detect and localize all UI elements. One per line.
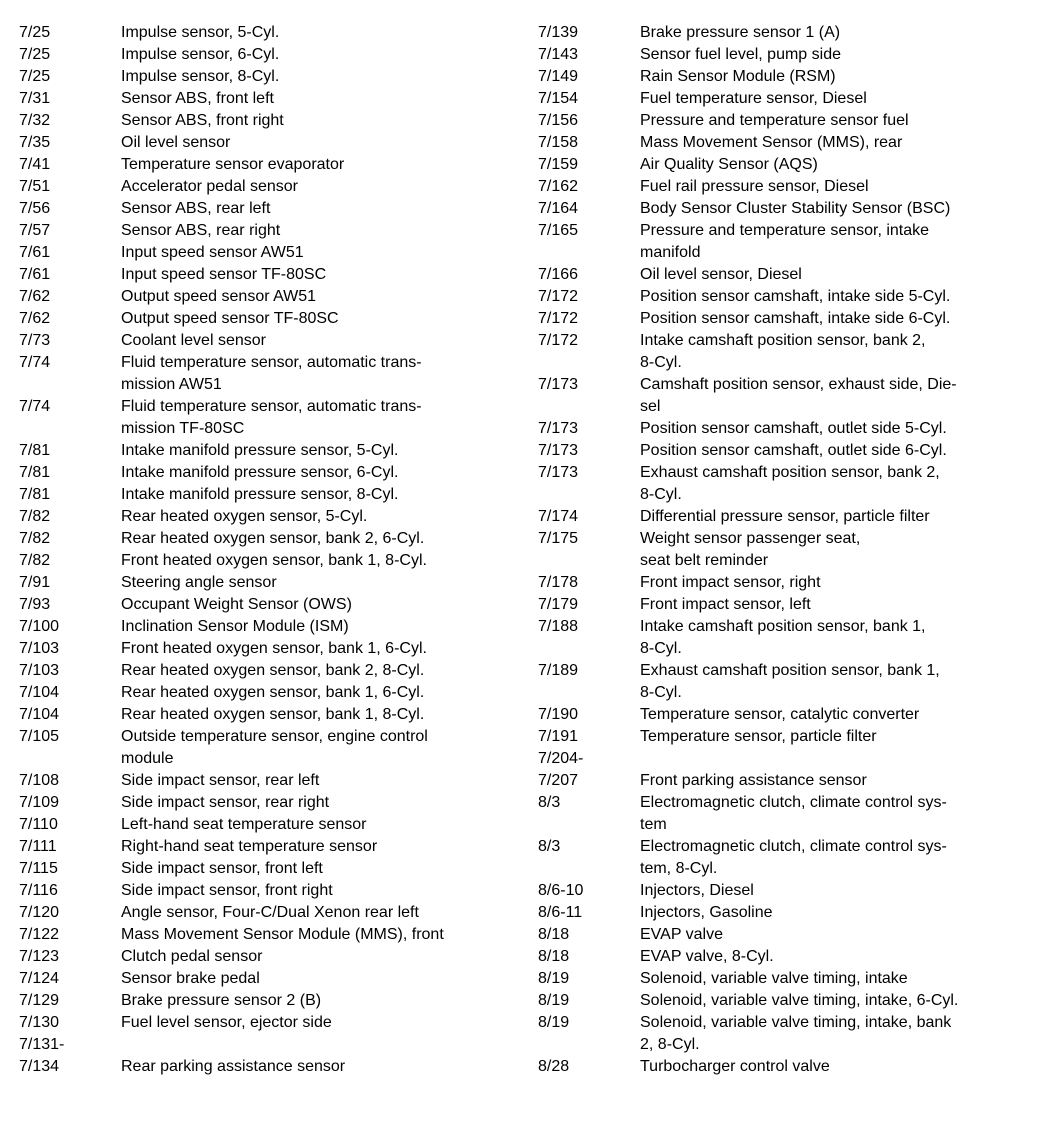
component-entry [19, 220, 509, 242]
component-description: Sensor fuel level, pump side [640, 46, 841, 63]
component-code: 7/172 [538, 288, 579, 305]
component-code: 7/115 [19, 860, 58, 877]
component-description: Side impact sensor, rear right [121, 794, 330, 811]
component-code: 7/104 [19, 684, 60, 701]
component-entry [19, 638, 509, 660]
component-description: Injectors, Gasoline [640, 904, 773, 921]
component-entry [19, 352, 509, 396]
component-entry [538, 132, 1038, 154]
component-description: Intake manifold pressure sensor, 5-Cyl. [121, 442, 399, 459]
component-code: 7/100 [19, 618, 60, 635]
component-description: Solenoid, variable valve timing, intake, 6-Cyl. [640, 992, 959, 1009]
left-column [19, 22, 509, 1078]
component-entry [19, 572, 509, 594]
component-code: 7/62 [19, 310, 51, 327]
component-code: 7/190 [538, 706, 579, 723]
component-description: Position sensor camshaft, intake side 6-Cyl. [640, 310, 951, 327]
component-description: Front heated oxygen sensor, bank 1, 6-Cyl. [121, 640, 427, 657]
component-entry [538, 594, 1038, 616]
component-description: Brake pressure sensor 1 (A) [640, 24, 841, 41]
component-entry [19, 946, 509, 968]
component-code: 7/82 [19, 508, 51, 525]
component-description: Fluid temperature sensor, automatic trans- mission TF-80SC [121, 398, 422, 437]
component-description: Fuel temperature sensor, Diesel [640, 90, 867, 107]
component-entry [19, 176, 509, 198]
component-description: Front parking assistance sensor [640, 772, 867, 789]
component-description: Impulse sensor, 6-Cyl. [121, 46, 280, 63]
component-description: Impulse sensor, 5-Cyl. [121, 24, 280, 41]
component-code: 7/62 [19, 288, 51, 305]
component-code: 7/156 [538, 112, 579, 129]
component-entry [19, 484, 509, 506]
component-entry [538, 748, 1038, 792]
component-description: Camshaft position sensor, exhaust side, Die- sel [640, 376, 957, 415]
component-description: Body Sensor Cluster Stability Sensor (BSC) [640, 200, 951, 217]
component-entry [19, 286, 509, 308]
component-description: Angle sensor, Four-C/Dual Xenon rear left [121, 904, 419, 921]
component-entry [19, 968, 509, 990]
component-entry [538, 418, 1038, 440]
component-entry [19, 88, 509, 110]
component-entry [19, 726, 509, 770]
component-entry [19, 330, 509, 352]
component-code: 7/189 [538, 662, 579, 679]
component-code: 7/57 [19, 222, 51, 239]
component-description: Steering angle sensor [121, 574, 277, 591]
component-description: Output speed sensor TF-80SC [121, 310, 339, 327]
component-code: 7/111 [19, 838, 57, 855]
component-description: Intake camshaft position sensor, bank 2, 8-Cyl. [640, 332, 926, 371]
component-code: 7/173 [538, 376, 579, 393]
component-code: 7/139 [538, 24, 579, 41]
component-code: 7/32 [19, 112, 51, 129]
component-code: 7/191 [538, 728, 579, 745]
component-code: 7/103 [19, 640, 60, 657]
component-entry [19, 440, 509, 462]
component-description: Sensor brake pedal [121, 970, 260, 987]
component-entry [19, 308, 509, 330]
component-description: Position sensor camshaft, outlet side 5-Cyl. [640, 420, 947, 437]
component-entry [19, 902, 509, 924]
component-code: 7/173 [538, 442, 579, 459]
component-description: Solenoid, variable valve timing, intake, bank 2, 8-Cyl. [640, 1014, 952, 1053]
component-entry [19, 528, 509, 550]
component-entry [19, 990, 509, 1012]
component-description: Temperature sensor, catalytic converter [640, 706, 920, 723]
component-description: EVAP valve [640, 926, 724, 943]
component-code: 7/25 [19, 46, 51, 63]
component-entry [538, 946, 1038, 968]
component-description: Injectors, Diesel [640, 882, 754, 899]
component-description: Electromagnetic clutch, climate control sys- tem [640, 794, 947, 833]
component-description: Position sensor camshaft, outlet side 6-Cyl. [640, 442, 947, 459]
component-code: 7/122 [19, 926, 60, 943]
component-code: 7/61 [19, 266, 51, 283]
component-code: 7/81 [19, 464, 51, 481]
component-description: Coolant level sensor [121, 332, 266, 349]
component-entry [538, 792, 1038, 836]
component-entry [538, 330, 1038, 374]
component-entry [538, 198, 1038, 220]
component-description: Temperature sensor evaporator [121, 156, 345, 173]
component-description: Mass Movement Sensor Module (MMS), front [121, 926, 444, 943]
component-description: Fuel rail pressure sensor, Diesel [640, 178, 869, 195]
component-description: Front heated oxygen sensor, bank 1, 8-Cyl. [121, 552, 427, 569]
component-description: Left-hand seat temperature sensor [121, 816, 367, 833]
component-description: Right-hand seat temperature sensor [121, 838, 378, 855]
component-entry [19, 462, 509, 484]
component-entry [538, 616, 1038, 660]
component-code: 7/129 [19, 992, 60, 1009]
component-entry [538, 726, 1038, 748]
component-entry [19, 1012, 509, 1034]
component-entry [538, 220, 1038, 264]
component-code: 7/82 [19, 530, 51, 547]
component-code: 7/166 [538, 266, 579, 283]
component-entry [538, 88, 1038, 110]
component-entry [538, 110, 1038, 132]
component-code: 8/19 [538, 992, 570, 1009]
component-description: Intake manifold pressure sensor, 8-Cyl. [121, 486, 399, 503]
component-entry [19, 660, 509, 682]
component-code: 7/204- 7/207 [538, 750, 584, 789]
component-description: Sensor ABS, front right [121, 112, 284, 129]
component-entry [19, 198, 509, 220]
component-entry [19, 770, 509, 792]
component-code: 8/19 [538, 970, 570, 987]
component-description: Rear heated oxygen sensor, bank 1, 6-Cyl. [121, 684, 425, 701]
component-code: 7/74 [19, 354, 51, 371]
component-code: 7/51 [19, 178, 51, 195]
component-description: Intake manifold pressure sensor, 6-Cyl. [121, 464, 399, 481]
component-code: 7/81 [19, 442, 51, 459]
component-entry [538, 836, 1038, 880]
component-entry [19, 616, 509, 638]
component-entry [538, 286, 1038, 308]
component-entry [19, 704, 509, 726]
component-code: 7/158 [538, 134, 579, 151]
component-entry [19, 550, 509, 572]
component-code: 7/172 [538, 310, 579, 327]
component-description: Clutch pedal sensor [121, 948, 263, 965]
component-entry [538, 968, 1038, 990]
component-description: Rear heated oxygen sensor, bank 2, 8-Cyl. [121, 662, 425, 679]
component-entry [19, 814, 509, 836]
component-description: Rear heated oxygen sensor, 5-Cyl. [121, 508, 368, 525]
component-description: Intake camshaft position sensor, bank 1, 8-Cyl. [640, 618, 926, 657]
component-code: 7/91 [19, 574, 51, 591]
component-entry [538, 990, 1038, 1012]
component-entry [19, 880, 509, 902]
component-description: Electromagnetic clutch, climate control sys- tem, 8-Cyl. [640, 838, 947, 877]
component-description: Fuel level sensor, ejector side [121, 1014, 332, 1031]
component-entry [538, 154, 1038, 176]
component-entry [19, 1034, 509, 1078]
component-description: Weight sensor passenger seat, seat belt reminder [640, 530, 861, 569]
component-code: 7/110 [19, 816, 58, 833]
component-description: Exhaust camshaft position sensor, bank 2, 8-Cyl. [640, 464, 940, 503]
right-column [538, 22, 1038, 1078]
component-code: 7/41 [19, 156, 51, 173]
component-code: 7/81 [19, 486, 51, 503]
component-entry [19, 858, 509, 880]
component-code: 7/149 [538, 68, 579, 85]
component-description: Exhaust camshaft position sensor, bank 1, 8-Cyl. [640, 662, 940, 701]
component-description: Differential pressure sensor, particle filter [640, 508, 930, 525]
component-code: 8/19 [538, 1014, 570, 1031]
component-code: 7/165 [538, 222, 579, 239]
component-code: 7/130 [19, 1014, 60, 1031]
component-code: 7/105 [19, 728, 60, 745]
component-code: 7/74 [19, 398, 51, 415]
component-code: 8/3 [538, 838, 561, 855]
component-code: 7/116 [19, 882, 58, 899]
component-description: Pressure and temperature sensor, intake manifold [640, 222, 930, 261]
component-entry [538, 374, 1038, 418]
component-entry [538, 66, 1038, 88]
component-code: 8/6-11 [538, 904, 583, 921]
component-entry [19, 594, 509, 616]
component-description: Side impact sensor, front left [121, 860, 323, 877]
component-code: 8/3 [538, 794, 561, 811]
component-description: Impulse sensor, 8-Cyl. [121, 68, 280, 85]
component-entry [19, 506, 509, 528]
component-description: Output speed sensor AW51 [121, 288, 317, 305]
component-entry [538, 902, 1038, 924]
component-code: 7/73 [19, 332, 51, 349]
component-description: Rear heated oxygen sensor, bank 2, 6-Cyl. [121, 530, 425, 547]
component-code: 7/31 [19, 90, 51, 107]
component-description: Side impact sensor, front right [121, 882, 333, 899]
component-description: Turbocharger control valve [640, 1058, 830, 1075]
component-entry [538, 176, 1038, 198]
component-description: Inclination Sensor Module (ISM) [121, 618, 349, 635]
component-entry [19, 110, 509, 132]
component-code: 7/162 [538, 178, 579, 195]
component-code: 7/173 [538, 420, 579, 437]
component-entry [538, 1056, 1038, 1078]
component-code: 7/174 [538, 508, 579, 525]
component-code: 7/109 [19, 794, 60, 811]
component-description: Position sensor camshaft, intake side 5-Cyl. [640, 288, 951, 305]
component-description: Accelerator pedal sensor [121, 178, 298, 195]
component-entry [19, 836, 509, 858]
component-code: 7/25 [19, 24, 51, 41]
component-description: Temperature sensor, particle filter [640, 728, 877, 745]
component-description: Fluid temperature sensor, automatic trans- mission AW51 [121, 354, 422, 393]
component-entry [19, 22, 509, 44]
component-code: 7/25 [19, 68, 51, 85]
component-description: Sensor ABS, rear left [121, 200, 271, 217]
component-description: Input speed sensor AW51 [121, 244, 304, 261]
component-entry [19, 242, 509, 264]
component-entry [538, 660, 1038, 704]
component-entry [538, 528, 1038, 572]
component-description: Side impact sensor, rear left [121, 772, 320, 789]
component-description: Outside temperature sensor, engine control module [121, 728, 428, 767]
component-description: EVAP valve, 8-Cyl. [640, 948, 774, 965]
component-entry [538, 440, 1038, 462]
component-entry [19, 154, 509, 176]
component-entry [19, 264, 509, 286]
component-code: 7/108 [19, 772, 60, 789]
component-code: 7/124 [19, 970, 60, 987]
component-entry [538, 308, 1038, 330]
component-description: Oil level sensor, Diesel [640, 266, 802, 283]
component-entry [538, 924, 1038, 946]
component-description: Air Quality Sensor (AQS) [640, 156, 818, 173]
component-entry [19, 132, 509, 154]
component-description: Sensor ABS, rear right [121, 222, 281, 239]
component-code: 7/104 [19, 706, 60, 723]
component-code: 7/159 [538, 156, 579, 173]
component-entry [538, 572, 1038, 594]
component-code: 7/35 [19, 134, 51, 151]
component-entry [19, 682, 509, 704]
component-description: Rear parking assistance sensor [121, 1058, 346, 1075]
component-entry [538, 44, 1038, 66]
component-entry [19, 924, 509, 946]
component-entry [538, 22, 1038, 44]
component-code: 7/164 [538, 200, 579, 217]
component-code: 8/28 [538, 1058, 570, 1075]
component-entry [538, 880, 1038, 902]
component-code: 8/18 [538, 926, 570, 943]
component-description: Pressure and temperature sensor fuel [640, 112, 909, 129]
component-code: 7/61 [19, 244, 51, 261]
component-description: Rain Sensor Module (RSM) [640, 68, 836, 85]
component-description: Solenoid, variable valve timing, intake [640, 970, 908, 987]
component-description: Front impact sensor, right [640, 574, 821, 591]
component-code: 7/120 [19, 904, 60, 921]
component-code: 7/56 [19, 200, 51, 217]
component-description: Sensor ABS, front left [121, 90, 274, 107]
component-entry [538, 462, 1038, 506]
component-description: Front impact sensor, left [640, 596, 811, 613]
component-description: Oil level sensor [121, 134, 231, 151]
component-entry [538, 1012, 1038, 1056]
component-code: 7/103 [19, 662, 60, 679]
component-entry [19, 66, 509, 88]
component-code: 7/179 [538, 596, 579, 613]
component-entry [19, 44, 509, 66]
component-code: 7/93 [19, 596, 51, 613]
component-code: 8/18 [538, 948, 570, 965]
component-code: 7/143 [538, 46, 579, 63]
component-entry [19, 792, 509, 814]
component-description: Mass Movement Sensor (MMS), rear [640, 134, 903, 151]
component-description: Occupant Weight Sensor (OWS) [121, 596, 352, 613]
component-description: Brake pressure sensor 2 (B) [121, 992, 322, 1009]
component-code: 7/123 [19, 948, 60, 965]
component-code: 7/175 [538, 530, 579, 547]
component-code: 7/173 [538, 464, 579, 481]
component-code: 7/82 [19, 552, 51, 569]
component-description: Rear heated oxygen sensor, bank 1, 8-Cyl. [121, 706, 425, 723]
component-entry [538, 704, 1038, 726]
component-entry [538, 264, 1038, 286]
component-description: Input speed sensor TF-80SC [121, 266, 327, 283]
component-code: 7/131- 7/134 [19, 1036, 65, 1075]
component-code: 7/188 [538, 618, 579, 635]
component-code: 7/172 [538, 332, 579, 349]
component-entry [538, 506, 1038, 528]
component-code: 8/6-10 [538, 882, 584, 899]
component-entry [19, 396, 509, 440]
component-code: 7/178 [538, 574, 579, 591]
component-code: 7/154 [538, 90, 579, 107]
